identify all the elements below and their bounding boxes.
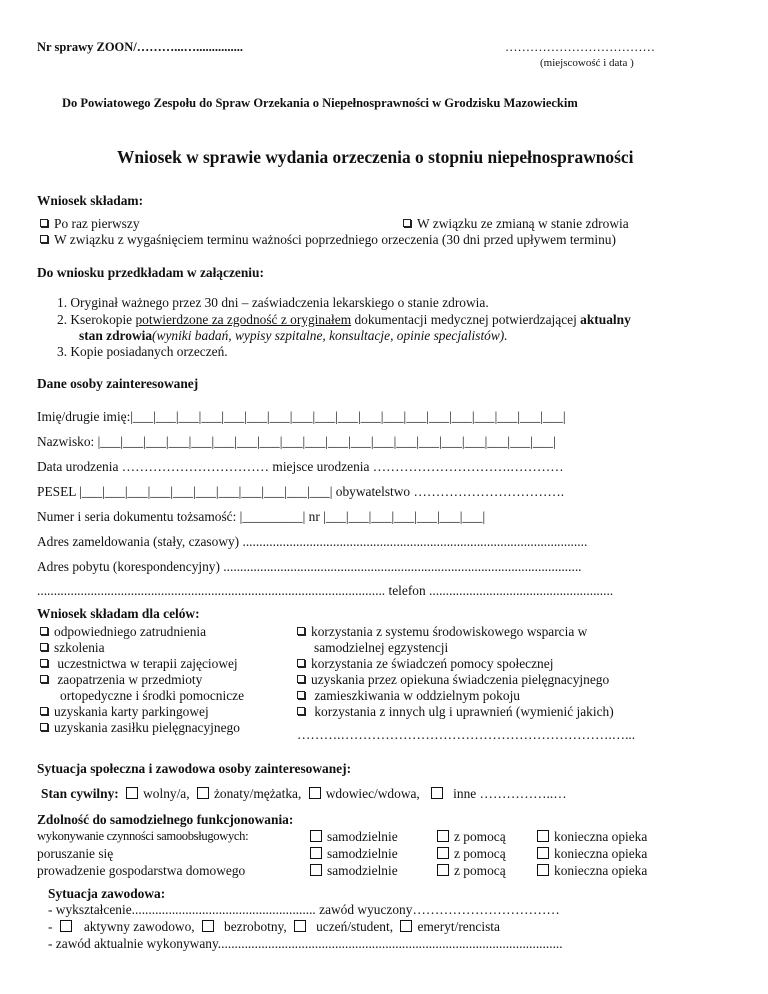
addressee: Do Powiatowego Zespołu do Spraw Orzekania o Niepełnosprawności w Grodzisku Mazowieckim bbox=[62, 96, 578, 110]
place-date-field[interactable]: ……………………………… bbox=[505, 40, 655, 54]
attachment-item-2-bold: aktualny bbox=[580, 312, 631, 327]
civil-status-row bbox=[41, 786, 567, 802]
checkbox-icon[interactable] bbox=[40, 675, 48, 683]
person-heading: Dane osoby zainteresowanej bbox=[37, 376, 199, 391]
civil-option-label: wolny/a, bbox=[143, 786, 190, 801]
attachment-item-2-underlined: potwierdzone za zgodność z oryginałem bbox=[135, 312, 352, 327]
purpose-right-4[interactable] bbox=[297, 688, 520, 704]
purposes-heading: Wniosek składam dla celów: bbox=[37, 606, 200, 621]
ability-label-1: poruszanie się bbox=[37, 846, 114, 861]
purpose-label: szkolenia bbox=[54, 640, 105, 655]
checkbox-icon[interactable] bbox=[309, 787, 321, 799]
checkbox-icon[interactable] bbox=[40, 659, 48, 667]
purpose-left-6[interactable] bbox=[40, 720, 240, 736]
checkbox-icon[interactable] bbox=[297, 675, 305, 683]
phone-field[interactable]: ........................................................................................................ telefon ....................................................... bbox=[37, 583, 614, 598]
purpose-other-field[interactable]: ……….…………………………………………………….…... bbox=[297, 727, 636, 742]
checkbox-icon[interactable] bbox=[437, 847, 449, 859]
purpose-right-0[interactable] bbox=[297, 624, 587, 640]
purpose-right-3[interactable] bbox=[297, 672, 609, 688]
checkbox-icon[interactable] bbox=[60, 920, 72, 932]
checkbox-icon[interactable] bbox=[40, 723, 48, 731]
checkbox-icon[interactable] bbox=[40, 219, 48, 227]
employment-row bbox=[48, 919, 500, 935]
ability-2-opt-2[interactable] bbox=[533, 863, 647, 879]
purpose-label: uzyskania zasiłku pielęgnacyjnego bbox=[54, 720, 240, 735]
purpose-right-2[interactable] bbox=[297, 656, 553, 672]
ability-label-0: wykonywanie czynności samoobsługowych: bbox=[37, 829, 249, 843]
first-name-field[interactable]: Imię/drugie imię:|___|___|___|___|___|___|___|___|___|___|___|___|___|___|___|___|___|___|___| bbox=[37, 409, 566, 424]
attachment-item-3: 3. Kopie posiadanych orzeczeń. bbox=[57, 344, 228, 359]
ability-0-opt-0[interactable] bbox=[306, 829, 398, 845]
ability-2-opt-0[interactable] bbox=[306, 863, 398, 879]
checkbox-icon[interactable] bbox=[310, 847, 322, 859]
attachment-item-2-bold2: stan zdrowia bbox=[79, 328, 153, 343]
ability-1-opt-1[interactable] bbox=[433, 846, 506, 862]
ability-2-opt-1[interactable] bbox=[433, 863, 506, 879]
purpose-label: korzystania z systemu środowiskowego wsparcia w bbox=[311, 624, 588, 639]
employment-dash: - bbox=[48, 919, 53, 934]
option-first-time[interactable] bbox=[40, 216, 140, 232]
submit-heading: Wniosek składam: bbox=[37, 193, 144, 208]
checkbox-icon[interactable] bbox=[40, 643, 48, 651]
case-number: Nr sprawy ZOON/………...…............... bbox=[37, 40, 244, 54]
checkbox-icon[interactable] bbox=[40, 707, 48, 715]
ability-1-opt-2[interactable] bbox=[533, 846, 647, 862]
ability-option-label: samodzielnie bbox=[327, 846, 398, 861]
checkbox-icon[interactable] bbox=[297, 691, 305, 699]
checkbox-icon[interactable] bbox=[297, 659, 305, 667]
ability-0-opt-1[interactable] bbox=[433, 829, 506, 845]
page-title: Wniosek w sprawie wydania orzeczenia o stopniu niepełnosprawności bbox=[117, 147, 634, 167]
attachment-item-1: 1. Oryginał ważnego przez 30 dni – zaświadczenia lekarskiego o stanie zdrowia. bbox=[57, 295, 489, 310]
civil-option-label: wdowiec/wdowa, bbox=[325, 786, 420, 801]
purpose-label: uzyskania karty parkingowej bbox=[54, 704, 209, 719]
ability-1-opt-0[interactable] bbox=[306, 846, 398, 862]
purpose-left-5[interactable] bbox=[40, 704, 209, 720]
attachment-item-2-italic: (wyniki badań, wypisy szpitalne, konsultacje, opinie specjalistów). bbox=[152, 328, 508, 343]
checkbox-icon[interactable] bbox=[297, 707, 305, 715]
purpose-left-3-cont: ortopedyczne i środki pomocnicze bbox=[60, 688, 245, 703]
checkbox-icon[interactable] bbox=[537, 830, 549, 842]
purpose-label: zaopatrzenia w przedmioty bbox=[54, 672, 203, 687]
purpose-label: zamieszkiwania w oddzielnym pokoju bbox=[311, 688, 520, 703]
employment-option-label: uczeń/student, bbox=[316, 919, 394, 934]
attachment-item-2-mid: dokumentacji medycznej potwierdzającej bbox=[351, 312, 581, 327]
checkbox-icon[interactable] bbox=[437, 864, 449, 876]
purpose-left-1[interactable] bbox=[40, 640, 105, 656]
ability-option-label: konieczna opieka bbox=[554, 846, 648, 861]
employment-option-label: emeryt/rencista bbox=[417, 919, 500, 934]
ability-option-label: konieczna opieka bbox=[554, 863, 648, 878]
birth-field[interactable]: Data urodzenia …………………………… miejsce urodzenia ………………………….………… bbox=[37, 459, 564, 474]
ability-option-label: samodzielnie bbox=[327, 829, 398, 844]
option-expiry-label: W związku z wygaśnięciem terminu ważności poprzedniego orzeczenia (30 dni przed upływem terminu) bbox=[54, 232, 616, 247]
purpose-label: uzyskania przez opiekuna świadczenia pielęgnacyjnego bbox=[311, 672, 610, 687]
employment-option-label: aktywny zawodowo, bbox=[83, 919, 195, 934]
ability-option-label: z pomocą bbox=[454, 829, 506, 844]
attachment-item-2-prefix: 2. Kserokopie bbox=[57, 312, 136, 327]
work-heading: Sytuacja zawodowa: bbox=[48, 886, 166, 901]
option-health-change-label: W związku ze zmianą w stanie zdrowia bbox=[417, 216, 629, 231]
employment-option-label: bezrobotny, bbox=[224, 919, 287, 934]
checkbox-icon[interactable] bbox=[537, 847, 549, 859]
attachments-heading: Do wniosku przedkładam w załączeniu: bbox=[37, 265, 264, 280]
checkbox-icon[interactable] bbox=[202, 920, 214, 932]
purpose-right-0-cont: samodzielnej egzystencji bbox=[314, 640, 449, 655]
education-field[interactable]: - wykształcenie....................................................... zawód wyuczony…………………………… bbox=[48, 902, 560, 917]
purpose-left-0[interactable] bbox=[40, 624, 206, 640]
last-name-field[interactable]: Nazwisko: |___|___|___|___|___|___|___|___|___|___|___|___|___|___|___|___|___|___|___|___| bbox=[37, 434, 556, 449]
checkbox-icon[interactable] bbox=[297, 627, 305, 635]
civil-status-label: Stan cywilny: bbox=[41, 786, 119, 801]
ability-label-2: prowadzenie gospodarstwa domowego bbox=[37, 863, 246, 878]
ability-option-label: konieczna opieka bbox=[554, 829, 648, 844]
ability-heading: Zdolność do samodzielnego funkcjonowania: bbox=[37, 812, 294, 827]
purpose-left-3[interactable] bbox=[40, 672, 202, 688]
option-expiry[interactable] bbox=[40, 232, 616, 248]
place-date-label: (miejscowość i data ) bbox=[540, 57, 634, 69]
option-first-time-label: Po raz pierwszy bbox=[54, 216, 140, 231]
purpose-right-5[interactable] bbox=[297, 704, 614, 720]
civil-option-label: inne ……………..… bbox=[453, 786, 567, 801]
attachment-item-2-cont bbox=[79, 328, 508, 344]
checkbox-icon[interactable] bbox=[310, 830, 322, 842]
ability-0-opt-2[interactable] bbox=[533, 829, 647, 845]
purpose-label: korzystania ze świadczeń pomocy społecznej bbox=[311, 656, 554, 671]
purpose-label: odpowiedniego zatrudnienia bbox=[54, 624, 207, 639]
checkbox-icon[interactable] bbox=[537, 864, 549, 876]
residence-address-field[interactable]: Adres pobytu (korespondencyjny) ........................................................................................................... bbox=[37, 559, 582, 574]
ability-option-label: z pomocą bbox=[454, 846, 506, 861]
registered-address-field[interactable]: Adres zameldowania (stały, czasowy) ....................................................................................................... bbox=[37, 534, 588, 549]
checkbox-icon[interactable] bbox=[431, 787, 443, 799]
checkbox-icon[interactable] bbox=[126, 787, 138, 799]
checkbox-icon[interactable] bbox=[400, 920, 412, 932]
purpose-left-2[interactable] bbox=[40, 656, 238, 672]
checkbox-icon[interactable] bbox=[40, 627, 48, 635]
checkbox-icon[interactable] bbox=[437, 830, 449, 842]
civil-option-label: żonaty/mężatka, bbox=[213, 786, 302, 801]
ability-option-label: samodzielnie bbox=[327, 863, 398, 878]
checkbox-icon[interactable] bbox=[310, 864, 322, 876]
document-field[interactable]: Numer i seria dokumentu tożsamość: |_________| nr |___|___|___|___|___|___|___| bbox=[37, 509, 486, 524]
checkbox-icon[interactable] bbox=[403, 219, 411, 227]
purpose-label: korzystania z innych ulg i uprawnień (wymienić jakich) bbox=[311, 704, 614, 719]
checkbox-icon[interactable] bbox=[294, 920, 306, 932]
purpose-label: uczestnictwa w terapii zajęciowej bbox=[54, 656, 238, 671]
attachment-item-2 bbox=[57, 312, 631, 328]
pesel-field[interactable]: PESEL |___|___|___|___|___|___|___|___|___|___|___| obywatelstwo ……………………………. bbox=[37, 484, 565, 499]
option-health-change[interactable] bbox=[403, 216, 629, 232]
checkbox-icon[interactable] bbox=[40, 235, 48, 243]
ability-option-label: z pomocą bbox=[454, 863, 506, 878]
social-heading: Sytuacja społeczna i zawodowa osoby zainteresowanej: bbox=[37, 761, 352, 776]
current-job-field[interactable]: - zawód aktualnie wykonywany....................................................................................................... bbox=[48, 936, 563, 951]
checkbox-icon[interactable] bbox=[197, 787, 209, 799]
